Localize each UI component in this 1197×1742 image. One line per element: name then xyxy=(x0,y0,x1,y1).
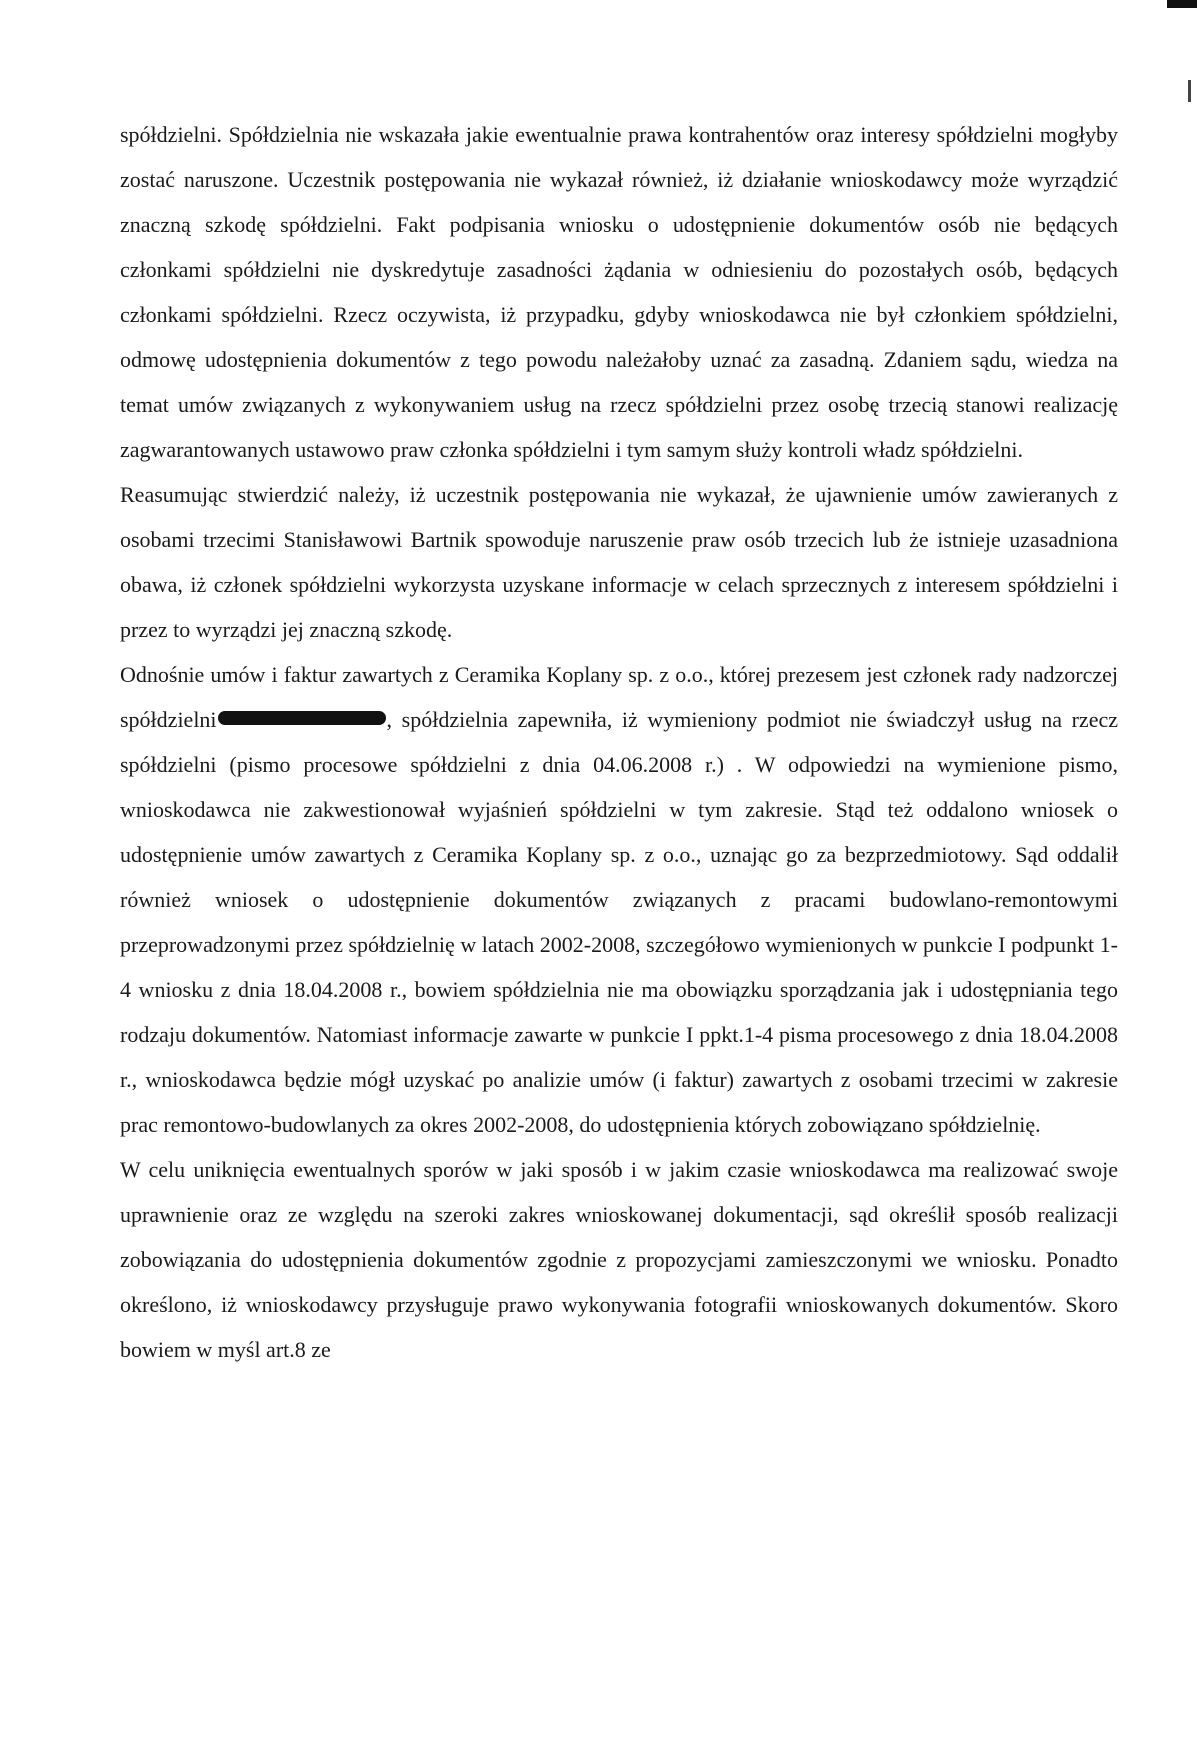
paragraph-2: Reasumując stwierdzić należy, iż uczestnik postępowania nie wykazał, że ujawnienie umów zawieranych z osobami trzecimi Stanisławowi Bartnik spowoduje naruszenie praw osób trzecich lub że istnieje uzasadniona obawa, iż członek spółdzielni wykorzysta uzyskane informacje w celach sprzecznych z interesem spółdzielni i przez to wyrządzi jej znaczną szkodę. xyxy=(120,482,1118,642)
paragraph-1: spółdzielni. Spółdzielnia nie wskazała jakie ewentualnie prawa kontrahentów oraz interesy spółdzielni mogłyby zostać naruszone. Uczestnik postępowania nie wykazał również, iż działanie wnioskodawcy może wyrządzić znaczną szkodę spółdzielni. Fakt podpisania wniosku o udostępnienie dokumentów osób nie będących członkami spółdzielni nie dyskredytuje zasadności żądania w odniesieniu do pozostałych osób, będących członkami spółdzielni. Rzecz oczywista, iż przypadku, gdyby wnioskodawca nie był członkiem spółdzielni, odmowę udostępnienia dokumentów z tego powodu należałoby uznać za zasadną. Zdaniem sądu, wiedza na temat umów związanych z wykonywaniem usług na rzecz spółdzielni przez osobę trzecią stanowi realizację zagwarantowanych ustawowo praw członka spółdzielni i tym samym służy kontroli władz spółdzielni. xyxy=(120,122,1118,462)
paragraph-3-after-redaction: , spółdzielnia zapewniła, iż wymieniony podmiot nie świadczył usług na rzecz spółdzielni (pismo procesowe spółdzielni z dnia 04.06.2008 r.) . W odpowiedzi na wymienione pismo, wnioskodawca nie zakwestionował wyjaśnień spółdzielni w tym zakresie. Stąd też oddalono wniosek o udostępnienie umów zawartych z Ceramika Koplany sp. z o.o., uznając go za bezprzedmiotowy. Sąd oddalił również wniosek o udostępnienie dokumentów związanych z pracami budowlano-remontowymi przeprowadzonymi przez spółdzielnię w latach 2002-2008, szczegółowo wymienionych w punkcie I podpunkt 1-4 wniosku z dnia 18.04.2008 r., bowiem spółdzielnia nie ma obowiązku sporządzania jak i udostępniania tego rodzaju dokumentów. Natomiast informacje zawarte w punkcie I ppkt.1-4 pisma procesowego z dnia 18.04.2008 r., wnioskodawca będzie mógł uzyskać po analizie umów (i faktur) zawartych z osobami trzecimi w zakresie prac remontowo-budowlanych za okres 2002-2008, do udostępnienia których zobowiązano spółdzielnię. xyxy=(120,707,1118,1137)
scan-corner-mark xyxy=(1167,0,1197,8)
scan-edge-mark xyxy=(1188,80,1191,102)
document-body xyxy=(120,112,1118,1372)
paragraph-4: W celu uniknięcia ewentualnych sporów w jaki sposób i w jakim czasie wnioskodawca ma realizować swoje uprawnienie oraz ze względu na szeroki zakres wnioskowanej dokumentacji, sąd określił sposób realizacji zobowiązania do udostępnienia dokumentów zgodnie z propozycjami zamieszczonymi we wniosku. Ponadto określono, iż wnioskodawcy przysługuje prawo wykonywania fotografii wnioskowanych dokumentów. Skoro bowiem w myśl art.8 ze xyxy=(120,1157,1118,1362)
paragraph-3-before-redaction: Odnośnie umów i faktur zawartych z Ceramika Koplany sp. z o.o., której prezesem jest członek rady nadzorczej spółdzielni xyxy=(120,662,1118,732)
paragraph-3 xyxy=(120,652,1118,1147)
redaction-mark xyxy=(218,711,386,725)
